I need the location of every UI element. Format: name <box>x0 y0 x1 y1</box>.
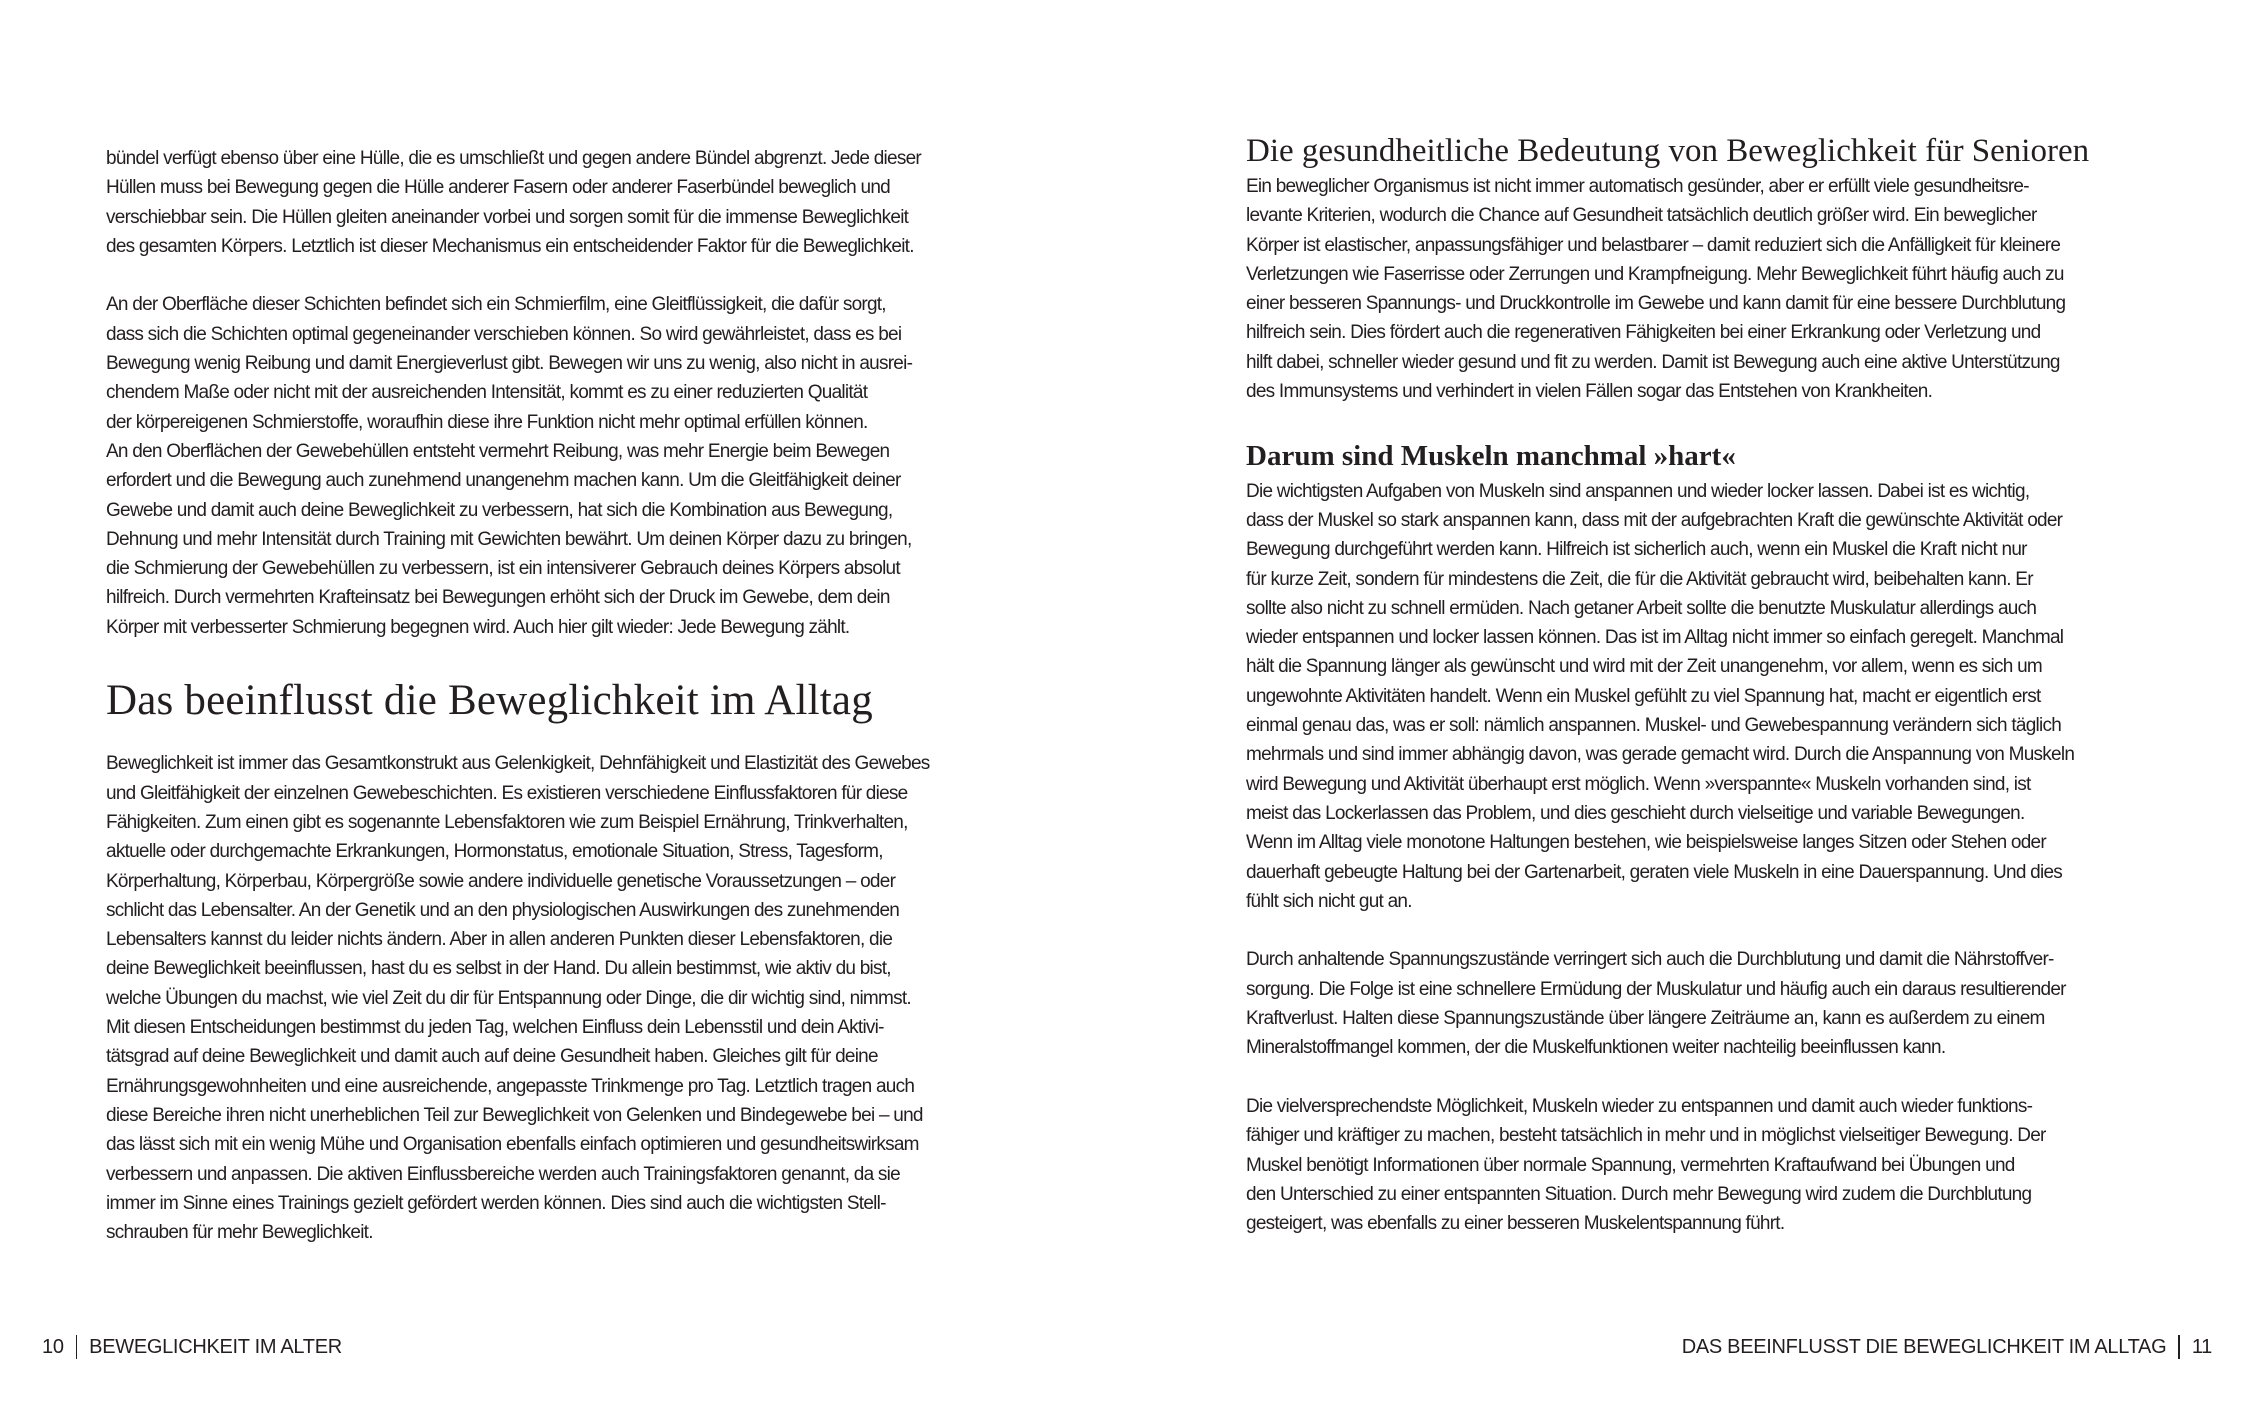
text-line: Ernährungsgewohnheiten und eine ausreichende, angepasste Trinkmenge pro Tag. Letztlich tragen auch <box>106 1075 915 1097</box>
text-line: Durch anhaltende Spannungszustände verringert sich auch die Durchblutung und damit die Nährstoffver- <box>1246 949 2054 971</box>
text-line: erfordert und die Bewegung auch zunehmend unangenehm machen kann. Um die Gleitfähigkeit deiner <box>106 470 901 492</box>
text-line: und Gleitfähigkeit der einzelnen Gewebeschichten. Es existieren verschiedene Einflussfaktoren für diese <box>106 782 908 804</box>
text-line: Muskel benötigt Informationen über normale Spannung, vermehrten Kraftaufwand bei Übungen und <box>1246 1154 2015 1176</box>
paragraph-group <box>1246 477 2186 1239</box>
text-line: schlicht das Lebensalter. An der Genetik und an den physiologischen Auswirkungen des zunehmenden <box>106 899 900 921</box>
text-line: einer besseren Spannungs- und Druckkontrolle im Gewebe und kann damit für eine bessere Durchblutung <box>1246 293 2066 315</box>
page-number: 11 <box>2191 1335 2212 1358</box>
text-line: dass sich die Schichten optimal gegeneinander verschieben können. So wird gewährleistet, dass es bei <box>106 323 902 345</box>
text-line: des Immunsystems und verhindert in vielen Fällen sogar das Entstehen von Krankheiten. <box>1246 381 1933 403</box>
right-page-body <box>1246 131 2186 1268</box>
text-line: wieder entspannen und locker lassen können. Das ist im Alltag nicht immer so einfach geregelt. Manchmal <box>1246 627 2064 649</box>
section-heading: Das beeinflusst die Beweglichkeit im Alltag <box>106 677 873 725</box>
body-paragraph <box>1246 477 2186 916</box>
text-line: immer im Sinne eines Trainings gezielt gefördert werden können. Dies sind auch die wichtigsten Stell- <box>106 1192 886 1214</box>
text-line: Kraftverlust. Halten diese Spannungszustände über längere Zeiträume an, kann es außerdem zu einem <box>1246 1008 2045 1030</box>
text-line: den Unterschied zu einer entspannten Situation. Durch mehr Bewegung wird zudem die Durchblutung <box>1246 1183 2032 1205</box>
text-line: deine Beweglichkeit beeinflussen, hast du es selbst in der Hand. Du allein bestimmst, wie aktiv du bist, <box>106 958 891 980</box>
footer-divider <box>76 1335 78 1359</box>
text-line: Lebensalters kannst du leider nichts ändern. Aber in allen anderen Punkten dieser Lebensfaktoren, die <box>106 929 893 951</box>
text-line: Gewebe und damit auch deine Beweglichkeit zu verbessern, hat sich die Kombination aus Bewegung, <box>106 499 893 521</box>
paragraph-group <box>106 144 1026 642</box>
body-paragraph <box>106 144 1026 261</box>
text-line: ungewohnte Aktivitäten handelt. Wenn ein Muskel gefühlt zu viel Spannung hat, macht er eigentlich erst <box>1246 685 2041 707</box>
text-line: dauerhaft gebeugte Haltung bei der Gartenarbeit, geraten viele Muskeln in eine Dauerspannung. Und dies <box>1246 861 2063 883</box>
text-line: levante Kriterien, wodurch die Chance auf Gesundheit tatsächlich deutlich größer wird. Ein beweglicher <box>1246 205 2037 227</box>
left-page-footer <box>42 1335 342 1359</box>
body-paragraph <box>1246 172 2186 406</box>
text-line: Dehnung und mehr Intensität durch Training mit Gewichten bewährt. Um deinen Körper dazu zu bringen, <box>106 528 912 550</box>
text-line: Hüllen muss bei Bewegung gegen die Hülle anderer Fasern oder anderer Faserbündel beweglich und <box>106 177 890 199</box>
body-paragraph <box>1246 1092 2186 1238</box>
text-line: hält die Spannung länger als gewünscht und wird mit der Zeit unangenehm, vor allem, wenn es sich um <box>1246 656 2043 678</box>
right-page-footer <box>1682 1335 2212 1359</box>
text-line: des gesamten Körpers. Letztlich ist dieser Mechanismus ein entscheidender Faktor für die Beweglichkeit. <box>106 235 914 257</box>
text-line: sollte also nicht zu schnell ermüden. Nach getaner Arbeit sollte die benutzte Muskulatur allerdings auch <box>1246 597 2037 619</box>
body-paragraph <box>106 290 1026 642</box>
text-line: welche Übungen du machst, wie viel Zeit du dir für Entspannung oder Dinge, die dir wichtig sind, nimmst. <box>106 987 911 1009</box>
text-line: der körpereigenen Schmierstoffe, woraufhin diese ihre Funktion nicht mehr optimal erfüllen können. <box>106 411 868 433</box>
text-line: schrauben für mehr Beweglichkeit. <box>106 1222 373 1244</box>
text-line: verbessern und anpassen. Die aktiven Einflussbereiche werden auch Trainingsfaktoren genannt, da sie <box>106 1163 900 1185</box>
text-line: Körper mit verbesserter Schmierung begegnen wird. Auch hier gilt wieder: Jede Bewegung zählt. <box>106 616 850 638</box>
text-line: Die wichtigsten Aufgaben von Muskeln sind anspannen und wieder locker lassen. Dabei ist es wichtig, <box>1246 480 2030 502</box>
text-line: Mit diesen Entscheidungen bestimmst du jeden Tag, welchen Einfluss dein Lebensstil und dein Aktivi- <box>106 1017 884 1039</box>
text-line: hilft dabei, schneller wieder gesund und fit zu werden. Damit ist Bewegung auch eine aktive Unterstützung <box>1246 351 2060 373</box>
text-line: An den Oberflächen der Gewebehüllen entsteht vermehrt Reibung, was mehr Energie beim Bewegen <box>106 440 890 462</box>
text-line: für kurze Zeit, sondern für mindestens die Zeit, die für die Aktivität gebraucht wird, beibehalten kann. Er <box>1246 568 2033 590</box>
paragraph-group <box>106 749 1026 1247</box>
text-line: einmal genau das, was er soll: nämlich anspannen. Muskel- und Gewebespannung verändern sich täglich <box>1246 715 2062 737</box>
text-line: Beweglichkeit ist immer das Gesamtkonstrukt aus Gelenkigkeit, Dehnfähigkeit und Elastizität des Gewebes <box>106 753 930 775</box>
text-line: mehrmals und sind immer abhängig davon, was gerade gemacht wird. Durch die Anspannung von Muskeln <box>1246 744 2075 766</box>
text-line: Bewegung durchgeführt werden kann. Hilfreich ist sicherlich auch, wenn ein Muskel die Kraft nicht nur <box>1246 539 2027 561</box>
left-page-body <box>106 144 1026 1277</box>
paragraph-group <box>1246 172 2186 406</box>
text-line: Mineralstoffmangel kommen, der die Muskelfunktionen weiter nachteilig beeinflussen kann. <box>1246 1037 1946 1059</box>
section-heading: Die gesundheitliche Bedeutung von Beweglichkeit für Senioren <box>1246 133 2090 169</box>
running-title: BEWEGLICHKEIT IM ALTER <box>89 1335 342 1358</box>
footer-divider <box>2178 1335 2180 1359</box>
body-paragraph <box>1246 945 2186 1062</box>
body-paragraph <box>106 749 1026 1247</box>
text-line: Fähigkeiten. Zum einen gibt es sogenannte Lebensfaktoren wie zum Beispiel Ernährung, Trinkverhalten, <box>106 811 908 833</box>
text-line: Verletzungen wie Faserrisse oder Zerrungen und Krampfneigung. Mehr Beweglichkeit führt häufig auch zu <box>1246 263 2064 285</box>
text-line: aktuelle oder durchgemachte Erkrankungen, Hormonstatus, emotionale Situation, Stress, Tagesform, <box>106 841 883 863</box>
text-line: An der Oberfläche dieser Schichten befindet sich ein Schmierfilm, eine Gleitflüssigkeit, die dafür sorgt, <box>106 294 886 316</box>
text-line: fähiger und kräftiger zu machen, besteht tatsächlich in mehr und in möglichst vielseitiger Bewegung. Der <box>1246 1125 2046 1147</box>
text-line: hilfreich sein. Dies fördert auch die regenerativen Fähigkeiten bei einer Erkrankung oder Verletzung und <box>1246 322 2041 344</box>
text-line: dass der Muskel so stark anspannen kann, dass mit der aufgebrachten Kraft die gewünschte Aktivität oder <box>1246 509 2063 531</box>
text-line: Wenn im Alltag viele monotone Haltungen bestehen, wie beispielsweise langes Sitzen oder Stehen oder <box>1246 832 2046 854</box>
text-line: verschiebbar sein. Die Hüllen gleiten aneinander vorbei und sorgen somit für die immense Beweglichkeit <box>106 206 909 228</box>
text-line: tätsgrad auf deine Beweglichkeit und damit auch auf deine Gesundheit haben. Gleiches gilt für deine <box>106 1046 878 1068</box>
text-line: gesteigert, was ebenfalls zu einer besseren Muskelentspannung führt. <box>1246 1213 1785 1235</box>
text-line: wird Bewegung und Aktivität überhaupt erst möglich. Wenn »verspannte« Muskeln vorhanden sind, ist <box>1246 773 2031 795</box>
page-number: 10 <box>42 1335 64 1358</box>
text-line: Bewegung wenig Reibung und damit Energieverlust gibt. Bewegen wir uns zu wenig, also nicht in ausrei- <box>106 353 913 375</box>
text-line: Körperhaltung, Körperbau, Körpergröße sowie andere individuelle genetische Voraussetzungen – oder <box>106 870 896 892</box>
text-line: die Schmierung der Gewebehüllen zu verbessern, ist ein intensiverer Gebrauch deines Körpers absolut <box>106 558 900 580</box>
text-line: das lässt sich mit ein wenig Mühe und Organisation ebenfalls einfach optimieren und gesundheitswirksam <box>106 1134 919 1156</box>
text-line: fühlt sich nicht gut an. <box>1246 890 1412 912</box>
text-line: diese Bereiche ihren nicht unerheblichen Teil zur Beweglichkeit von Gelenken und Bindegewebe bei – und <box>106 1104 923 1126</box>
subsection-heading: Darum sind Muskeln manchmal »hart« <box>1246 439 1736 472</box>
text-line: sorgung. Die Folge ist eine schnellere Ermüdung der Muskulatur und häufig auch ein daraus resultierender <box>1246 978 2066 1000</box>
text-line: bündel verfügt ebenso über eine Hülle, die es umschließt und gegen andere Bündel abgrenzt. Jede dieser <box>106 148 921 169</box>
running-title: DAS BEEINFLUSST DIE BEWEGLICHKEIT IM ALLTAG <box>1681 1335 2167 1358</box>
text-line: meist das Lockerlassen das Problem, und dies geschieht durch vielseitige und variable Bewegungen. <box>1246 802 2025 824</box>
text-line: Die vielversprechendste Möglichkeit, Muskeln wieder zu entspannen und damit auch wieder funktions- <box>1246 1095 2033 1117</box>
text-line: chendem Maße oder nicht mit der ausreichenden Intensität, kommt es zu einer reduzierten Qualität <box>106 382 868 404</box>
text-line: hilfreich. Durch vermehrten Krafteinsatz bei Bewegungen erhöht sich der Druck im Gewebe, dem dein <box>106 587 890 609</box>
text-line: Ein beweglicher Organismus ist nicht immer automatisch gesünder, aber er erfüllt viele gesundheitsre- <box>1246 176 2029 197</box>
text-line: Körper ist elastischer, anpassungsfähiger und belastbarer – damit reduziert sich die Anfälligkeit für kleinere <box>1246 234 2061 256</box>
